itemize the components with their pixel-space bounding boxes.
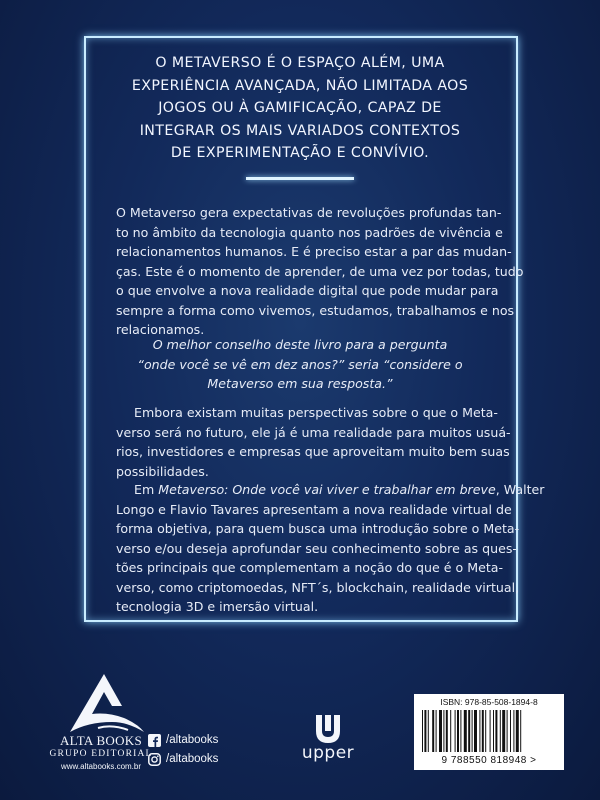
barcode-bar [436, 710, 437, 752]
paragraph-line: O Metaverso gera expectativas de revoluções profundas tan- [116, 205, 502, 220]
barcode-bar [424, 710, 426, 752]
paragraph-line: tecnologia 3D e imersão virtual. [116, 599, 319, 614]
barcode-bar [520, 710, 521, 752]
paragraph-line: rios, investidores e empresas que aproveitam muito bem suas [116, 444, 510, 459]
barcode-bar [468, 710, 470, 752]
barcode-bar [500, 710, 501, 752]
barcode-bar [516, 710, 519, 752]
headline [98, 52, 502, 165]
instagram-icon [148, 753, 161, 766]
quote-line: Metaverso em sua resposta.” [207, 376, 393, 391]
headline-line: DE EXPERIMENTAÇÃO E CONVÍVIO. [170, 145, 430, 161]
paragraph-line: Embora existam muitas perspectivas sobre o que o Meta- [134, 405, 498, 420]
divider [246, 177, 354, 180]
paragraph-line: ças. Este é o momento de aprender, de uma vez por todas, tudo [116, 263, 524, 279]
paragraph-line: verso será no futuro, ele já é uma realidade para muitos usuá- [116, 424, 511, 440]
barcode-bar [446, 710, 448, 752]
paragraph-line: forma objetiva, para quem busca uma introdução sobre o Meta- [116, 521, 520, 536]
barcode-bar [493, 710, 494, 752]
publisher-url[interactable]: www.altabooks.com.br [60, 762, 142, 771]
quote-line: “onde você se vê em dez anos?” seria “considere o [137, 356, 463, 372]
paragraph-line: tões principais que complementam a noção do que é o Meta- [116, 560, 504, 575]
book-title: Metaverso: Onde você vai viver e trabalhar em breve [158, 482, 496, 497]
paragraph-line: to no âmbito da tecnologia quanto nos padrões de vivência e [116, 224, 503, 240]
facebook-handle: /altabooks [166, 734, 219, 746]
headline-line: O METAVERSO É O ESPAÇO ALÉM, UMA [155, 55, 445, 71]
paragraph-1 [116, 203, 524, 340]
barcode-bar [485, 710, 486, 752]
barcode-bar [490, 710, 491, 752]
barcode-bar [495, 710, 497, 752]
barcode-bar [502, 710, 505, 752]
paragraph-line: Longo e Flavio Tavares apresentam a nova realidade virtual de [116, 501, 512, 517]
barcode-bar [474, 710, 477, 752]
paragraph-line: verso, como criptomoedas, NFT´s, blockchain, realidade virtual, [116, 579, 520, 595]
alta-books-logo-icon [62, 672, 146, 734]
barcode-bars [422, 710, 556, 752]
publisher-subtitle: GRUPO EDITORIAL [49, 749, 153, 759]
paragraph-2 [116, 403, 511, 481]
paragraph-3 [116, 480, 545, 617]
quote-line: O melhor conselho deste livro para a pergunta [152, 337, 448, 352]
paragraph-first-line [116, 480, 545, 500]
imprint-name: upper [301, 743, 355, 763]
headline-line: JOGOS OU À GAMIFICAÇÃO, CAPAZ DE [158, 100, 442, 116]
publisher-name: ALTA BOOKS [59, 733, 143, 748]
barcode-bar [513, 710, 514, 752]
headline-line: EXPERIÊNCIA AVANÇADA, NÃO LIMITADA AOS [131, 77, 469, 94]
barcode-bar [457, 710, 459, 752]
barcode-bar [450, 710, 451, 752]
barcode-bar [443, 710, 444, 752]
upper-u-logo-icon [308, 713, 348, 745]
barcode-bar [482, 710, 484, 752]
barcode-bar [464, 710, 467, 752]
barcode-bar [422, 710, 423, 752]
barcode-bar [510, 710, 511, 752]
barcode-bar [428, 710, 429, 752]
isbn-text: ISBN: 978-85-508-1894-8 [440, 697, 538, 707]
paragraph-line: possibilidades. [116, 463, 209, 479]
paragraph-line: relacionamentos humanos. E é preciso estar a par das mudan- [116, 244, 512, 259]
paragraph-line: sempre a forma como vivemos, estudamos, trabalhamos e nos [116, 302, 515, 318]
instagram-handle: /altabooks [166, 753, 219, 765]
barcode-number: 9 788550 818948 > [441, 755, 537, 766]
paragraph-line: verso e/ou deseja aprofundar seu conhecimento sobre as ques- [116, 540, 517, 556]
facebook-link[interactable] [148, 732, 218, 748]
barcode-bar [507, 710, 508, 752]
barcode-bar [439, 710, 442, 752]
headline-line: INTEGRAR OS MAIS VARIADOS CONTEXTOS [139, 122, 461, 139]
paragraph-line: o que envolve a nova realidade digital que pode mudar para [116, 283, 499, 298]
paragraph-first-line-tail: , Walter [495, 482, 545, 497]
pull-quote [116, 335, 484, 394]
paragraph-lead: Em [134, 482, 159, 497]
barcode-bar [479, 710, 480, 752]
paragraph-line: relacionamos. [116, 322, 205, 337]
barcode-bar [432, 710, 434, 752]
barcode-bar [455, 710, 456, 752]
barcode-bar [472, 710, 473, 752]
barcode [414, 694, 564, 770]
instagram-link[interactable] [148, 751, 218, 767]
facebook-icon [148, 734, 161, 747]
barcode-bar [460, 710, 461, 752]
